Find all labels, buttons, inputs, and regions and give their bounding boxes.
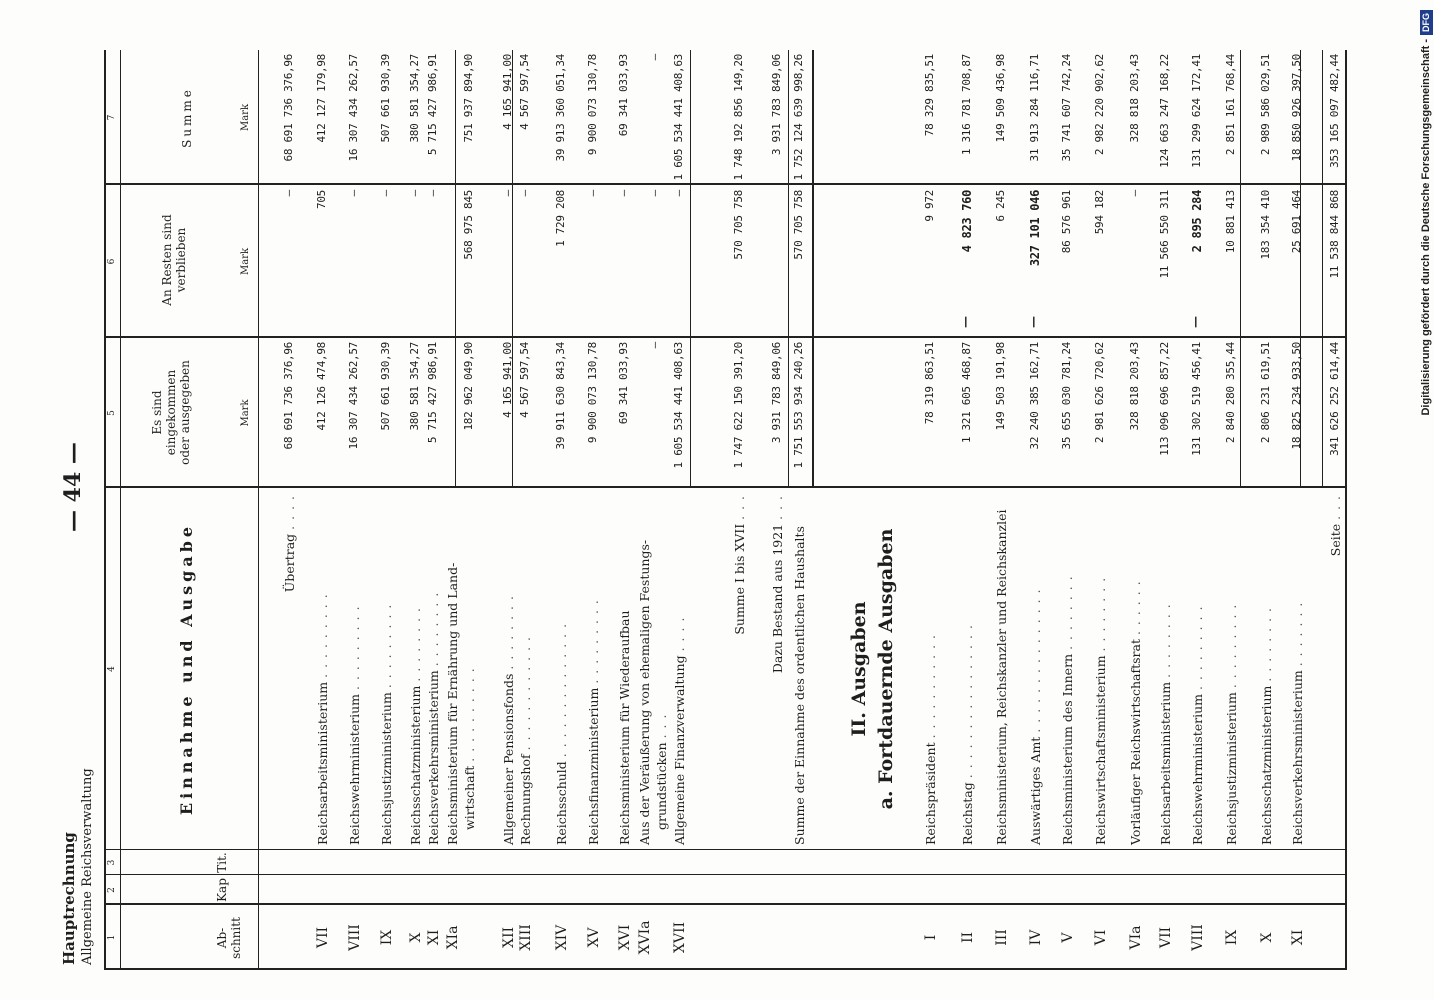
expense-row-value-7: 149 509 436,98: [994, 54, 1007, 143]
income-row-value-6: —: [617, 190, 630, 197]
col-number: 5: [107, 410, 117, 416]
expense-row-value-6: 10 881 413: [1224, 190, 1237, 254]
expense-row-value-7: 2 851 161 768,44: [1224, 54, 1237, 156]
expense-row-abschnitt: VI: [1093, 929, 1109, 946]
expense-row-value-6: 327 101 046: [1028, 190, 1042, 267]
expense-row-abschnitt: VII: [1158, 926, 1174, 949]
expense-row-abschnitt: II: [960, 931, 976, 944]
expense-row-value-7: 18 850 926 397,50: [1290, 54, 1303, 162]
expense-row-label: Reichstag . . . . . . . . . . . . . . . .: [960, 624, 975, 845]
negative-marker: —: [958, 316, 972, 328]
income-row-abschnitt: XV: [586, 927, 602, 948]
income-row-value-7: 380 581 354,27: [408, 54, 421, 143]
expense-row-label: Reichsverkehrsministerium . . . . . . .: [1290, 601, 1305, 845]
income-row-value-6: —: [379, 190, 392, 197]
income-row-value-6: —: [426, 190, 439, 197]
col-number: 7: [107, 114, 117, 121]
income-row-label: Rechnungshof . . . . . . . . . . . .: [518, 635, 533, 845]
income-row-value-7: 412 127 179,98: [315, 54, 328, 143]
expense-row-value-6: 4 823 760: [960, 190, 974, 253]
income-row-abschnitt: XII: [501, 926, 517, 949]
income-row-value-5: 380 581 354,27: [408, 342, 421, 431]
page-total-value-5: 341 626 252 614,44: [1328, 342, 1341, 456]
income-row-value-6: —: [672, 190, 685, 197]
income-row-value-7: 1 605 534 441 408,63: [672, 54, 685, 181]
negative-marker: —: [1188, 316, 1202, 328]
income-row-value-6: 568 975 845: [462, 190, 475, 260]
income-row-label: Reichsschuld . . . . . . . . . . . . . .: [554, 622, 569, 845]
income-row-value-7: 69 341 033,93: [617, 54, 630, 137]
sum-row-label: Summe I bis XVII . . .: [732, 495, 747, 635]
income-row-abschnitt: XI: [426, 929, 442, 946]
expense-row-label: Reichsministerium, Reichskanzler und Reichskanzlei: [994, 509, 1009, 845]
carry-over-label: Übertrag . . . .: [282, 495, 297, 593]
expense-row-label: Reichsarbeitsministerium . . . . . . . .: [1158, 603, 1173, 845]
expense-row-value-7: 78 329 835,51: [923, 54, 936, 137]
sum-row-value-5: 1 751 553 934 240,26: [792, 342, 805, 469]
income-row-abschnitt: XVI: [617, 924, 633, 951]
expense-row-abschnitt: I: [923, 934, 939, 941]
income-row-abschnitt: XIII: [518, 924, 534, 951]
document-subtitle: Allgemeine Reichsverwaltung: [80, 768, 95, 965]
expense-row-value-5: 35 655 030 781,24: [1060, 342, 1073, 450]
income-row-value-6: —: [282, 190, 295, 197]
income-row-label: Reichsjustizministerium . . . . . . . . .: [379, 603, 394, 845]
credit-text: Digitalisierung gefördert durch die Deutsche Forschungsgemeinschaft -: [1420, 39, 1432, 416]
expense-row-value-7: 2 982 220 902,62: [1093, 54, 1106, 156]
expense-row-abschnitt: VIII: [1190, 924, 1206, 951]
expense-row-value-6: 25 691 464: [1290, 190, 1303, 254]
income-row-value-6: —: [501, 190, 514, 197]
expense-row-value-7: 131 299 624 172,41: [1190, 54, 1203, 168]
income-row-value-5: 4 567 597,54: [518, 342, 531, 418]
expense-row-value-5: 149 503 191,98: [994, 342, 1007, 431]
income-row-abschnitt: XVIa: [637, 920, 653, 955]
sum-row-value-5: 1 747 622 150 391,20: [732, 342, 745, 469]
income-row-value-5: 39 911 630 843,34: [554, 342, 567, 450]
expense-row-value-5: 2 981 626 720,62: [1093, 342, 1106, 444]
income-row-label-continued: grundstücken . . .: [654, 713, 669, 830]
sum-row-label: Dazu Bestand aus 1921 . . .: [770, 495, 785, 674]
income-row-label: Allgemeine Finanzverwaltung . . . .: [672, 616, 687, 845]
col-number: 1: [107, 934, 117, 941]
expense-row-abschnitt: III: [994, 929, 1010, 946]
income-row-value-5: 507 661 930,39: [379, 342, 392, 431]
col-number: 2: [107, 887, 117, 893]
expense-row-value-7: 31 913 284 116,71: [1028, 54, 1041, 162]
income-row-abschnitt: XVII: [672, 921, 688, 954]
income-row-value-5: 5 715 427 986,91: [426, 342, 439, 444]
income-row-abschnitt: VIII: [347, 924, 363, 951]
income-row-value-6: —: [648, 190, 661, 197]
negative-marker: —: [1026, 316, 1040, 328]
dfg-logo: DFG: [1420, 10, 1433, 35]
expense-row-label: Auswärtiges Amt . . . . . . . . . . . . . . .: [1028, 588, 1043, 845]
income-row-value-6: —: [518, 190, 531, 197]
income-row-value-5: 68 691 736 376,96: [282, 342, 295, 450]
expense-row-value-6: 86 576 961: [1060, 190, 1073, 254]
expense-row-value-5: 18 825 234 933,50: [1290, 342, 1303, 450]
col-main-header: Einnahme und Ausgabe: [177, 522, 196, 816]
expense-row-label: Reichswirtschaftsministerium . . . . . . . .: [1093, 576, 1108, 845]
expense-row-abschnitt: VIa: [1128, 925, 1144, 950]
income-row-value-5: —: [648, 342, 661, 349]
sum-row-value-7: 3 931 783 849,06: [770, 54, 783, 156]
income-row-value-5: 412 126 474,98: [315, 342, 328, 431]
col-number: 6: [107, 258, 117, 265]
income-row-value-7: 39 913 360 051,34: [554, 54, 567, 162]
income-row-value-5: 9 900 073 130,78: [586, 342, 599, 444]
income-row-abschnitt: XIV: [554, 924, 570, 951]
expense-row-label: Reichsministerium des Innern . . . . . . . .: [1060, 575, 1075, 845]
page-total-label: Seite . . .: [1328, 495, 1343, 557]
income-row-value-5: 16 307 434 262,57: [347, 342, 360, 450]
income-row-label: Reichsverkehrsministerium . . . . . . . .: [426, 591, 441, 845]
expense-row-value-6: 9 972: [923, 190, 936, 222]
sum-row-value-6: 570 705 758: [792, 190, 805, 260]
expense-row-abschnitt: X: [1259, 932, 1275, 943]
expense-row-value-5: 32 240 385 162,71: [1028, 342, 1041, 450]
page-total-value-7: 353 165 097 482,44: [1328, 54, 1341, 168]
expense-row-value-5: 1 321 605 468,87: [960, 342, 973, 444]
col7-header: Summe: [180, 87, 194, 148]
sum-row-value-7: 1 752 124 639 998,26: [792, 54, 805, 181]
expense-row-abschnitt: IX: [1224, 929, 1240, 946]
expense-row-label: Vorläufiger Reichswirtschaftsrat . . . . . .: [1128, 580, 1143, 845]
income-row-value-7: 507 661 930,39: [379, 54, 392, 143]
expense-row-value-5: 113 096 696 857,22: [1158, 342, 1171, 456]
income-row-value-5: 1 605 534 441 408,63: [672, 342, 685, 469]
income-row-label: Reichsministerium für Ernährung und Land-: [445, 562, 460, 845]
col-abschnitt-header: Ab- schnitt: [215, 917, 243, 959]
expense-row-label: Reichswehrministerium . . . . . . . . .: [1190, 605, 1205, 845]
sum-row-value-7: 1 748 192 856 149,20: [732, 54, 745, 181]
col6-unit: Mark: [240, 247, 251, 276]
expense-row-value-5: 2 806 231 619,51: [1259, 342, 1272, 444]
expense-row-value-5: 131 302 519 456,41: [1190, 342, 1203, 456]
income-row-label: Reichsministerium für Wiederaufbau: [617, 610, 632, 845]
col7-unit: Mark: [240, 103, 251, 132]
income-row-value-6: 705: [315, 190, 328, 209]
income-row-label: Reichsfinanzministerium . . . . . . . . .: [586, 599, 601, 845]
sum-row-value-6: 570 705 758: [732, 190, 745, 260]
expense-row-value-7: 1 316 781 708,87: [960, 54, 973, 156]
expense-row-value-6: 6 245: [994, 190, 1007, 222]
expense-row-abschnitt: XI: [1290, 929, 1306, 946]
income-row-label: Reichsschatzministerium . . . . . . . .: [408, 606, 423, 845]
income-row-value-7: 9 900 073 130,78: [586, 54, 599, 156]
expense-row-abschnitt: IV: [1028, 929, 1044, 946]
income-row-value-6: —: [586, 190, 599, 197]
income-row-label: Reichsarbeitsministerium . . . . . . . . .: [315, 593, 330, 845]
col-number: 4: [107, 666, 117, 672]
expense-row-value-6: 183 354 410: [1259, 190, 1272, 260]
expense-row-value-6: 594 182: [1093, 190, 1106, 235]
expense-row-label: Reichspräsident . . . . . . . . . . .: [923, 633, 938, 845]
income-row-label: Allgemeiner Pensionsfonds . . . . . . . .: [501, 595, 516, 845]
income-row-value-7: 16 307 434 262,57: [347, 54, 360, 162]
income-row-value-7: 5 715 427 986,91: [426, 54, 439, 156]
expense-row-value-6: 2 895 284: [1190, 190, 1204, 253]
expense-row-value-6: 11 566 550 311: [1158, 190, 1171, 279]
income-row-label: Aus der Veräußerung von ehemaligen Festungs-: [637, 539, 652, 845]
expense-row-value-7: 328 818 203,43: [1128, 54, 1141, 143]
income-row-value-5: 4 165 941,00: [501, 342, 514, 418]
income-row-value-5: 182 962 049,90: [462, 342, 475, 431]
income-row-abschnitt: XIa: [445, 925, 461, 950]
income-row-value-7: 68 691 736 376,96: [282, 54, 295, 162]
income-row-label-continued: wirtschaft . . . . . . . . . .: [462, 667, 477, 830]
expense-row-value-7: 35 741 607 742,24: [1060, 54, 1073, 162]
col5-unit: Mark: [240, 399, 251, 427]
income-row-value-7: 4 567 597,54: [518, 54, 531, 130]
expense-row-abschnitt: V: [1060, 932, 1076, 943]
expense-row-value-6: —: [1128, 190, 1141, 197]
col-tit-header: Tit.: [215, 852, 229, 873]
income-row-abschnitt: IX: [379, 929, 395, 946]
income-row-value-5: 69 341 033,93: [617, 342, 630, 425]
expense-row-label: Reichsjustizministerium . . . . . . . . .: [1224, 603, 1239, 845]
section-subtitle: a. Fortdauernde Ausgaben: [875, 528, 897, 810]
income-row-label: Reichswehrministerium . . . . . . . . .: [347, 605, 362, 845]
col-number: 3: [107, 859, 117, 866]
col5-header: Es sind eingekommen oder ausgegeben: [150, 360, 192, 465]
income-row-value-6: —: [408, 190, 421, 197]
document-title: Hauptrechnung: [60, 832, 78, 965]
income-row-abschnitt: X: [408, 932, 424, 943]
income-row-value-7: —: [648, 54, 661, 61]
income-row-value-6: 1 729 208: [554, 190, 567, 247]
expense-row-value-5: 328 818 203,43: [1128, 342, 1141, 431]
page-total-value-6: 11 538 844 868: [1328, 190, 1341, 279]
expense-row-value-7: 2 989 586 029,51: [1259, 54, 1272, 156]
income-row-value-6: —: [347, 190, 360, 197]
col6-header: An Resten sind verblieben: [160, 214, 188, 306]
page-number: — 44 —: [60, 442, 86, 532]
expense-row-label: Reichsschatzministerium . . . . . . . .: [1259, 606, 1274, 845]
expense-row-value-5: 2 840 280 355,44: [1224, 342, 1237, 444]
income-row-value-7: 751 937 894,90: [462, 54, 475, 143]
expense-row-value-7: 124 663 247 168,22: [1158, 54, 1171, 168]
income-row-abschnitt: VII: [315, 926, 331, 949]
income-row-value-7: 4 165 941,00: [501, 54, 514, 130]
sum-row-value-5: 3 931 783 849,06: [770, 342, 783, 444]
col-kap-header: Kap: [215, 878, 229, 902]
sum-row-label: Summe der Einnahme des ordentlichen Haushalts: [792, 526, 807, 845]
section-title: II. Ausgaben: [848, 601, 870, 737]
expense-row-value-5: 78 319 863,51: [923, 342, 936, 425]
